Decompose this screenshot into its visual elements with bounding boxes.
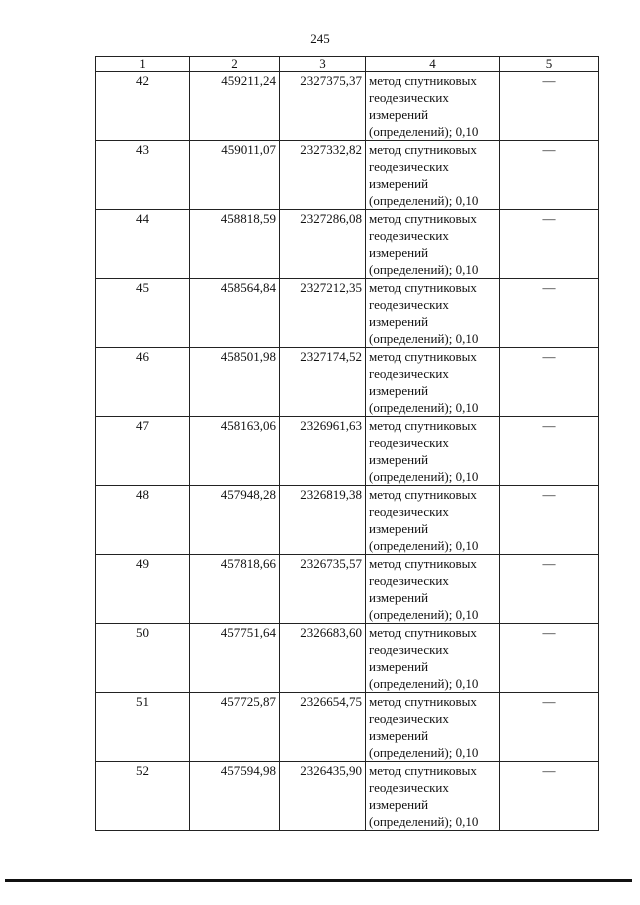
point-number-cell: 45 [96,279,190,348]
y-coordinate-cell: 2327174,52 [280,348,366,417]
page-number: 245 [310,31,330,46]
header-col-4: 4 [366,57,500,72]
y-coordinate-cell: 2326819,38 [280,486,366,555]
method-cell: метод спутниковых геодезических измерений (определений); 0,10 [366,762,500,831]
note-cell: — [500,141,599,210]
table-row [96,210,599,279]
table-row [96,348,599,417]
x-coordinate-cell: 457818,66 [190,555,280,624]
method-cell: метод спутниковых геодезических измерений (определений); 0,10 [366,279,500,348]
point-number-cell: 49 [96,555,190,624]
table-row [96,72,599,141]
y-coordinate-cell: 2326654,75 [280,693,366,762]
point-number-cell: 47 [96,417,190,486]
note-cell: — [500,348,599,417]
bottom-rule [5,879,632,882]
y-coordinate-cell: 2326683,60 [280,624,366,693]
x-coordinate-cell: 458818,59 [190,210,280,279]
note-cell: — [500,486,599,555]
point-number-cell: 50 [96,624,190,693]
header-col-5: 5 [500,57,599,72]
table-row [96,279,599,348]
note-cell: — [500,762,599,831]
note-cell: — [500,72,599,141]
method-cell: метод спутниковых геодезических измерений (определений); 0,10 [366,210,500,279]
x-coordinate-cell: 459011,07 [190,141,280,210]
table-header-row [96,57,599,72]
table-row [96,417,599,486]
x-coordinate-cell: 457751,64 [190,624,280,693]
header-col-2: 2 [190,57,280,72]
point-number-cell: 46 [96,348,190,417]
point-number-cell: 42 [96,72,190,141]
table-row [96,624,599,693]
method-cell: метод спутниковых геодезических измерений (определений); 0,10 [366,72,500,141]
coordinates-table [95,56,599,831]
table-row [96,141,599,210]
y-coordinate-cell: 2327212,35 [280,279,366,348]
method-cell: метод спутниковых геодезических измерений (определений); 0,10 [366,555,500,624]
method-cell: метод спутниковых геодезических измерений (определений); 0,10 [366,141,500,210]
y-coordinate-cell: 2327375,37 [280,72,366,141]
x-coordinate-cell: 458163,06 [190,417,280,486]
table-row [96,693,599,762]
header-col-3: 3 [280,57,366,72]
x-coordinate-cell: 458564,84 [190,279,280,348]
note-cell: — [500,693,599,762]
x-coordinate-cell: 457948,28 [190,486,280,555]
note-cell: — [500,417,599,486]
x-coordinate-cell: 457594,98 [190,762,280,831]
method-cell: метод спутниковых геодезических измерений (определений); 0,10 [366,624,500,693]
note-cell: — [500,624,599,693]
table-row [96,555,599,624]
method-cell: метод спутниковых геодезических измерений (определений); 0,10 [366,693,500,762]
method-cell: метод спутниковых геодезических измерений (определений); 0,10 [366,486,500,555]
point-number-cell: 43 [96,141,190,210]
table-row [96,762,599,831]
table-row [96,486,599,555]
point-number-cell: 48 [96,486,190,555]
note-cell: — [500,555,599,624]
x-coordinate-cell: 459211,24 [190,72,280,141]
point-number-cell: 44 [96,210,190,279]
y-coordinate-cell: 2326435,90 [280,762,366,831]
note-cell: — [500,279,599,348]
y-coordinate-cell: 2327286,08 [280,210,366,279]
x-coordinate-cell: 458501,98 [190,348,280,417]
method-cell: метод спутниковых геодезических измерений (определений); 0,10 [366,348,500,417]
point-number-cell: 51 [96,693,190,762]
header-col-1: 1 [96,57,190,72]
method-cell: метод спутниковых геодезических измерений (определений); 0,10 [366,417,500,486]
note-cell: — [500,210,599,279]
y-coordinate-cell: 2326735,57 [280,555,366,624]
x-coordinate-cell: 457725,87 [190,693,280,762]
point-number-cell: 52 [96,762,190,831]
y-coordinate-cell: 2326961,63 [280,417,366,486]
y-coordinate-cell: 2327332,82 [280,141,366,210]
